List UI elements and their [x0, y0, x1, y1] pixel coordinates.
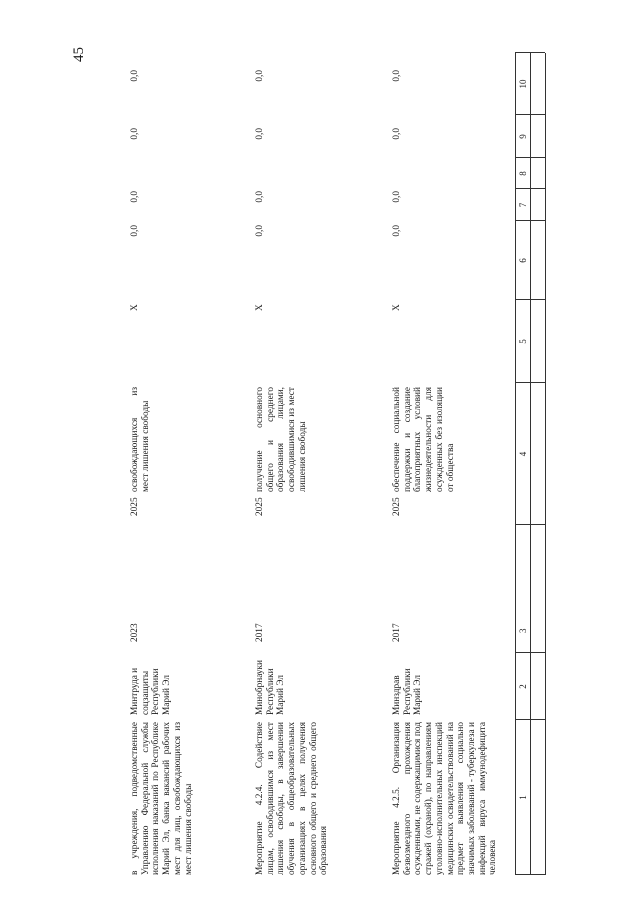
row3-responsible: Минздрав Республики Марий Эл: [392, 668, 424, 715]
row1-result: освобождающихся из мест лишения свободы: [130, 387, 151, 492]
header-col-6: 6: [518, 258, 528, 263]
row3-col9: 0,0: [392, 128, 402, 140]
row3-col10: 0,0: [392, 70, 402, 82]
row3-end-year: 2025: [392, 497, 402, 516]
row2-col6: X: [255, 304, 265, 311]
row2-start-year: 2017: [255, 623, 265, 642]
row2-col10: 0,0: [255, 70, 265, 82]
row2-col7: 0,0: [255, 225, 265, 237]
page-number: 45: [71, 47, 87, 62]
row1-col9: 0,0: [130, 128, 140, 140]
header-col-7: 7: [518, 202, 528, 208]
row1-responsible: Минтруда и соцзащиты Республики Марий Эл: [130, 667, 173, 715]
row1-end-year: 2025: [130, 497, 140, 516]
row3-col7: 0,0: [392, 225, 402, 237]
row2-result: получение основного общего и среднего образования лицами, освободившимися из мест лишения свободы: [255, 387, 308, 492]
table-header-border: [530, 53, 531, 875]
row2-description: Мероприятие 4.2.4. Содействие лицам, освободившимся из мест лишения свободы, в завершении обучения в общеобразовательных организациях в целях получения основного общего и среднего общего образования: [255, 722, 330, 875]
table-top-border: [515, 53, 516, 875]
header-col-9: 9: [518, 134, 528, 139]
row1-description: в учреждения, подведомственные Управлению Федеральной службы исполнения наказаний по Республике Марий Эл, банка вакансий рабочих мест для лиц, освобождающихся из мест лишения свободы: [130, 722, 194, 875]
row3-col8: 0,0: [392, 191, 402, 203]
header-col-8: 8: [518, 171, 528, 176]
header-col-3: 3: [518, 628, 528, 633]
row3-col6: X: [392, 304, 402, 311]
row1-start-year: 2023: [130, 623, 140, 642]
header-col-2: 2: [518, 684, 528, 689]
table-bottom-border: [545, 53, 546, 875]
header-col-10: 10: [518, 79, 528, 89]
row2-responsible: Минобрнауки Республики Марий Эл: [255, 659, 287, 715]
header-col-1: 1: [518, 795, 528, 800]
row2-col9: 0,0: [255, 128, 265, 140]
row3-description: Мероприятие 4.2.5. Организация безвозмездного прохождения осужденными, не содержащимися под стражей (охраной), по направлениям уголовно-исполнительных инспекций медицинских освидетельствований на предмет выявления социально значимых заболеваний - туберкулеза и инфекций вируса иммунодефицита человека: [392, 722, 499, 875]
row1-col10: 0,0: [130, 70, 140, 82]
row2-col8: 0,0: [255, 191, 265, 203]
header-col-4: 4: [518, 451, 528, 457]
row1-col8: 0,0: [130, 191, 140, 203]
row3-result: обеспечение социальной поддержки и создание благоприятных условий жизнедеятельности для осужденных без изоляции от общества: [392, 387, 456, 492]
row1-col7: 0,0: [130, 225, 140, 237]
row3-start-year: 2017: [392, 623, 402, 642]
row2-end-year: 2025: [255, 497, 265, 516]
row1-col6: X: [130, 304, 140, 311]
header-col-5: 5: [518, 339, 528, 344]
